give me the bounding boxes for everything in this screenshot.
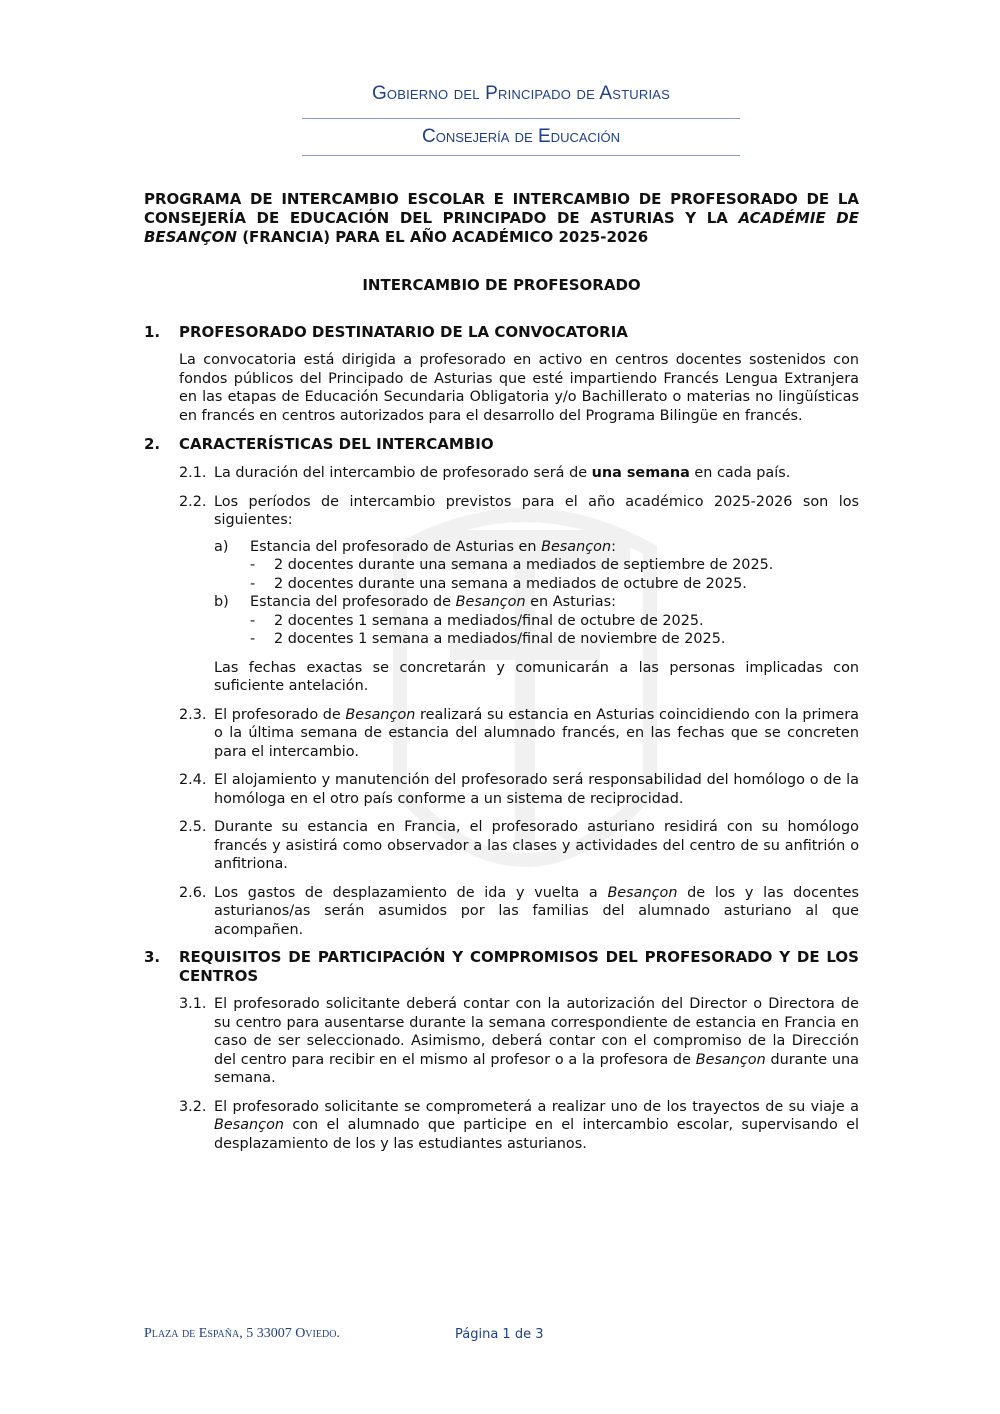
dash-item: - 2 docentes 1 semana a mediados/final de noviembre de 2025.	[250, 631, 726, 647]
sub-label: b)	[214, 594, 229, 610]
footer-address: Plaza de España, 5 33007 Oviedo.	[144, 1326, 340, 1341]
item-number: 2.6.	[179, 884, 207, 901]
item-2-2	[179, 493, 859, 530]
department-name: Consejería de Educación	[421, 126, 621, 147]
item-3-2	[179, 1098, 859, 1154]
item-number: 3.2.	[179, 1098, 207, 1115]
item-text: Los gastos de desplazamiento de ida y vuelta a Besançon de los y las docentes asturianos/as serán asumidos por las familias del alumnado asturiano al que acompañen.	[214, 884, 859, 938]
section-title: INTERCAMBIO DE PROFESORADO	[362, 276, 641, 294]
letterhead-rule-top	[302, 118, 740, 119]
sub-text: Estancia del profesorado de Besançon en Asturias:	[250, 594, 616, 610]
dates-note: Las fechas exactas se concretarán y comunicarán a las personas implicadas con suficiente antelación.	[214, 659, 859, 694]
item-text: El profesorado solicitante se comprometerá a realizar uno de los trayectos de su viaje a Besançon con el alumnado que participe en el intercambio escolar, supervisando el desplazamiento de los y las estudiantes asturianos.	[214, 1098, 859, 1152]
sub-item-a	[214, 538, 859, 557]
section-1-body: La convocatoria está dirigida a profesorado en activo en centros docentes sostenidos con fondos públicos del Principado de Asturias que esté impartiendo Francés Lengua Extranjera en las etapas de Educación Secundaria Obligatoria y/o Bachillerato o materias no lingüísticas en francés en centros autorizados para el desarrollo del Programa Bilingüe en francés.	[179, 352, 859, 424]
item-text: Durante su estancia en Francia, el profesorado asturiano residirá con su homólogo francés y asistirá como observador a las clases y actividades del centro de su anfitrión o anfitriona.	[214, 819, 859, 872]
item-number: 2.3.	[179, 706, 207, 723]
dash-text: 2 docentes durante una semana a mediados de octubre de 2025.	[274, 575, 747, 592]
title-part1: PROGRAMA DE INTERCAMBIO ESCOLAR E INTERCAMBIO DE PROFESORADO DE LA CONSEJERÍA DE EDUCACIÓN DEL PRINCIPADO DE ASTURIAS Y LA	[144, 190, 859, 227]
heading-2	[144, 435, 859, 454]
dash-item: - 2 docentes durante una semana a mediados de septiembre de 2025.	[250, 557, 774, 573]
letterhead-rule-bottom	[302, 155, 740, 156]
heading-1	[144, 323, 859, 342]
heading-number: 1.	[144, 323, 161, 341]
heading-text: CARACTERÍSTICAS DEL INTERCAMBIO	[179, 435, 494, 453]
item-text: Los períodos de intercambio previstos para el año académico 2025-2026 son los siguientes:	[214, 493, 859, 528]
dash-text: 2 docentes 1 semana a mediados/final de noviembre de 2025.	[274, 631, 726, 647]
item-number: 2.2.	[179, 493, 207, 510]
page-number: Página 1 de 3	[455, 1327, 544, 1342]
sub-item-b	[214, 593, 859, 612]
item-2-3	[179, 706, 859, 762]
item-number: 2.5.	[179, 819, 207, 835]
bold-duration: una semana	[591, 465, 690, 481]
item-number: 2.4.	[179, 772, 207, 788]
dash-item: - 2 docentes 1 semana a mediados/final de octubre de 2025.	[250, 612, 704, 629]
item-text: La duración del intercambio de profesorado será de una semana en cada país.	[214, 465, 791, 481]
title-part2: (FRANCIA) PARA EL AÑO ACADÉMICO 2025-2026	[236, 228, 649, 246]
item-2-5	[179, 818, 859, 874]
item-number: 2.1.	[179, 465, 207, 481]
document-body	[144, 323, 859, 1153]
heading-number: 2.	[144, 435, 161, 453]
item-number: 3.1.	[179, 996, 207, 1012]
government-name: Gobierno del Principado de Asturias	[371, 83, 671, 104]
dash-item: - 2 docentes durante una semana a mediados de octubre de 2025.	[250, 575, 747, 592]
heading-text: PROFESORADO DESTINATARIO DE LA CONVOCATORIA	[179, 323, 628, 341]
title-italic: ACADÉMIE DE BESANÇON	[144, 209, 859, 246]
item-2-1	[179, 464, 859, 483]
item-text: El profesorado de Besançon realizará su estancia en Asturias coincidiendo con la primera o la última semana de estancia del alumnado francés, en las fechas que se concreten para el intercambio.	[214, 706, 859, 760]
item-2-4	[179, 771, 859, 808]
heading-number: 3.	[144, 948, 161, 966]
item-2-6	[179, 884, 859, 940]
sub-text: Estancia del profesorado de Asturias en Besançon:	[250, 538, 616, 555]
letterhead	[302, 82, 740, 156]
heading-3	[144, 948, 859, 986]
item-text: El profesorado solicitante deberá contar con la autorización del Director o Directora de su centro para ausentarse durante la semana correspondiente de estancia en Francia en caso de ser seleccionado. Asimismo, deberá contar con el compromiso de la Dirección del centro para recibir en el mismo al profesor o a la profesora de Besançon durante una semana.	[214, 996, 859, 1086]
document-title	[144, 190, 859, 247]
sub-label: a)	[214, 538, 229, 555]
item-text: El alojamiento y manutención del profesorado será responsabilidad del homólogo o de la homóloga en el otro país conforme a un sistema de reciprocidad.	[214, 772, 859, 807]
dash-text: 2 docentes 1 semana a mediados/final de octubre de 2025.	[274, 612, 704, 629]
item-3-1	[179, 995, 859, 1088]
dash-text: 2 docentes durante una semana a mediados de septiembre de 2025.	[274, 557, 774, 573]
heading-text: REQUISITOS DE PARTICIPACIÓN Y COMPROMISOS DEL PROFESORADO Y DE LOS CENTROS	[179, 948, 859, 985]
